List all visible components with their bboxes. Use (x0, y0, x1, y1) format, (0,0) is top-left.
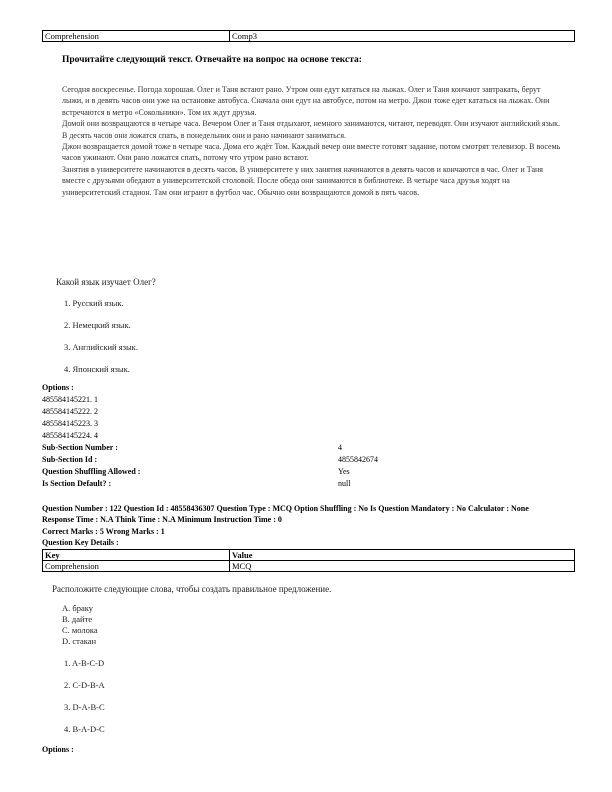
section-default-value: null (338, 479, 351, 488)
passage-text (62, 84, 562, 198)
question1-option: 3. Английский язык. (64, 342, 138, 352)
question2-word: B. дайте (62, 614, 93, 624)
top-table-value: Comp3 (230, 31, 575, 42)
question2-option: 3. D-A-B-C (64, 702, 105, 712)
question2-option: 2. C-D-B-A (64, 680, 105, 690)
passage-heading: Прочитайте следующий текст. Отвечайте на вопрос на основе текста: (62, 55, 362, 65)
passage-paragraph: Занятия в университете начинаются в десять часов. В университете у них занятия начинаются в девять часов и кончаются в час. Олег и Таня вместе с друзьями обедают в университетской столовой. После обеда они занимаются в библиотеке. В четыре часа друзья ходят на университетский стадион. Там они играют в футбол час. Обычно они возвращаются домой в пять часов. (62, 164, 543, 197)
shuffling-allowed-value: Yes (338, 467, 350, 476)
top-key-table (42, 30, 575, 42)
question2-word: C. молока (62, 625, 98, 635)
section-default-label: Is Section Default? : (42, 479, 112, 488)
options-label-2: Options : (42, 745, 74, 754)
key-header: Key (43, 550, 230, 561)
question1-text: Какой язык изучает Олег? (56, 277, 156, 287)
passage-paragraph: Джон возвращается домой тоже в четыре часа. Дома его ждёт Том. Каждый вечер они вместе готовят задание, потом смотрят телевизор. В восемь часов ужинают. Они рано ложатся спать, потому что утром рано встают. (62, 142, 561, 163)
question-meta-line2: Response Time : N.A Think Time : N.A Minimum Instruction Time : 0 (42, 515, 282, 524)
question-key-table (42, 549, 575, 572)
question2-option: 1. A-B-C-D (64, 658, 105, 668)
key-details-label: Question Key Details : (42, 538, 119, 547)
subsection-number-value: 4 (338, 443, 342, 452)
top-table-key: Comprehension (43, 31, 230, 42)
question1-option: 1. Русский язык. (64, 298, 124, 308)
subsection-id-label: Sub-Section Id : (42, 455, 98, 464)
subsection-id-value: 4855842674 (338, 455, 378, 464)
question2-word: A. браку (62, 603, 93, 613)
question1-option: 2. Немецкий язык. (64, 320, 131, 330)
value-header: Value (230, 550, 575, 561)
question1-option: 4. Японский язык. (64, 364, 130, 374)
shuffling-allowed-label: Question Shuffling Allowed : (42, 467, 141, 476)
key-cell: Comprehension (43, 561, 230, 572)
subsection-number-label: Sub-Section Number : (42, 443, 118, 452)
question2-word: D. стакан (62, 636, 97, 646)
option-id: 485584145224. 4 (42, 431, 98, 440)
option-id: 485584145221. 1 (42, 395, 98, 404)
options-label: Options : (42, 383, 74, 392)
option-id: 485584145223. 3 (42, 419, 98, 428)
question2-option: 4. B-A-D-C (64, 724, 105, 734)
question2-text: Расположите следующие слова, чтобы создать правильное предложение. (52, 584, 332, 594)
option-id: 485584145222. 2 (42, 407, 98, 416)
value-cell: MCQ (230, 561, 575, 572)
question-meta-line1: Question Number : 122 Question Id : 48558436307 Question Type : MCQ Option Shuffling : No Is Question Mandatory : No Calculator : None (42, 504, 529, 513)
marks-line: Correct Marks : 5 Wrong Marks : 1 (42, 527, 165, 536)
passage-paragraph: Домой они возвращаются в четыре часа. Вечером Олег и Таня отдыхают, немного занимаются, читают, переводят. Они изучают английский язык. В десять часов они ложатся спать, в понедельник они и рано начинают заниматься. (62, 119, 561, 140)
passage-paragraph: Сегодня воскресенье. Погода хорошая. Олег и Таня встают рано. Утром они едут кататься на лыжах. Олег и Таня кончают завтракать, берут лыжи, и в девять часов они уже на остановке автобуса. Сначала они едут на автобусе, потом на метро. Джон тоже едет кататься на лыжах. Они встречаются в метро «Сокольники». Том их ждут друзья. (62, 85, 550, 117)
